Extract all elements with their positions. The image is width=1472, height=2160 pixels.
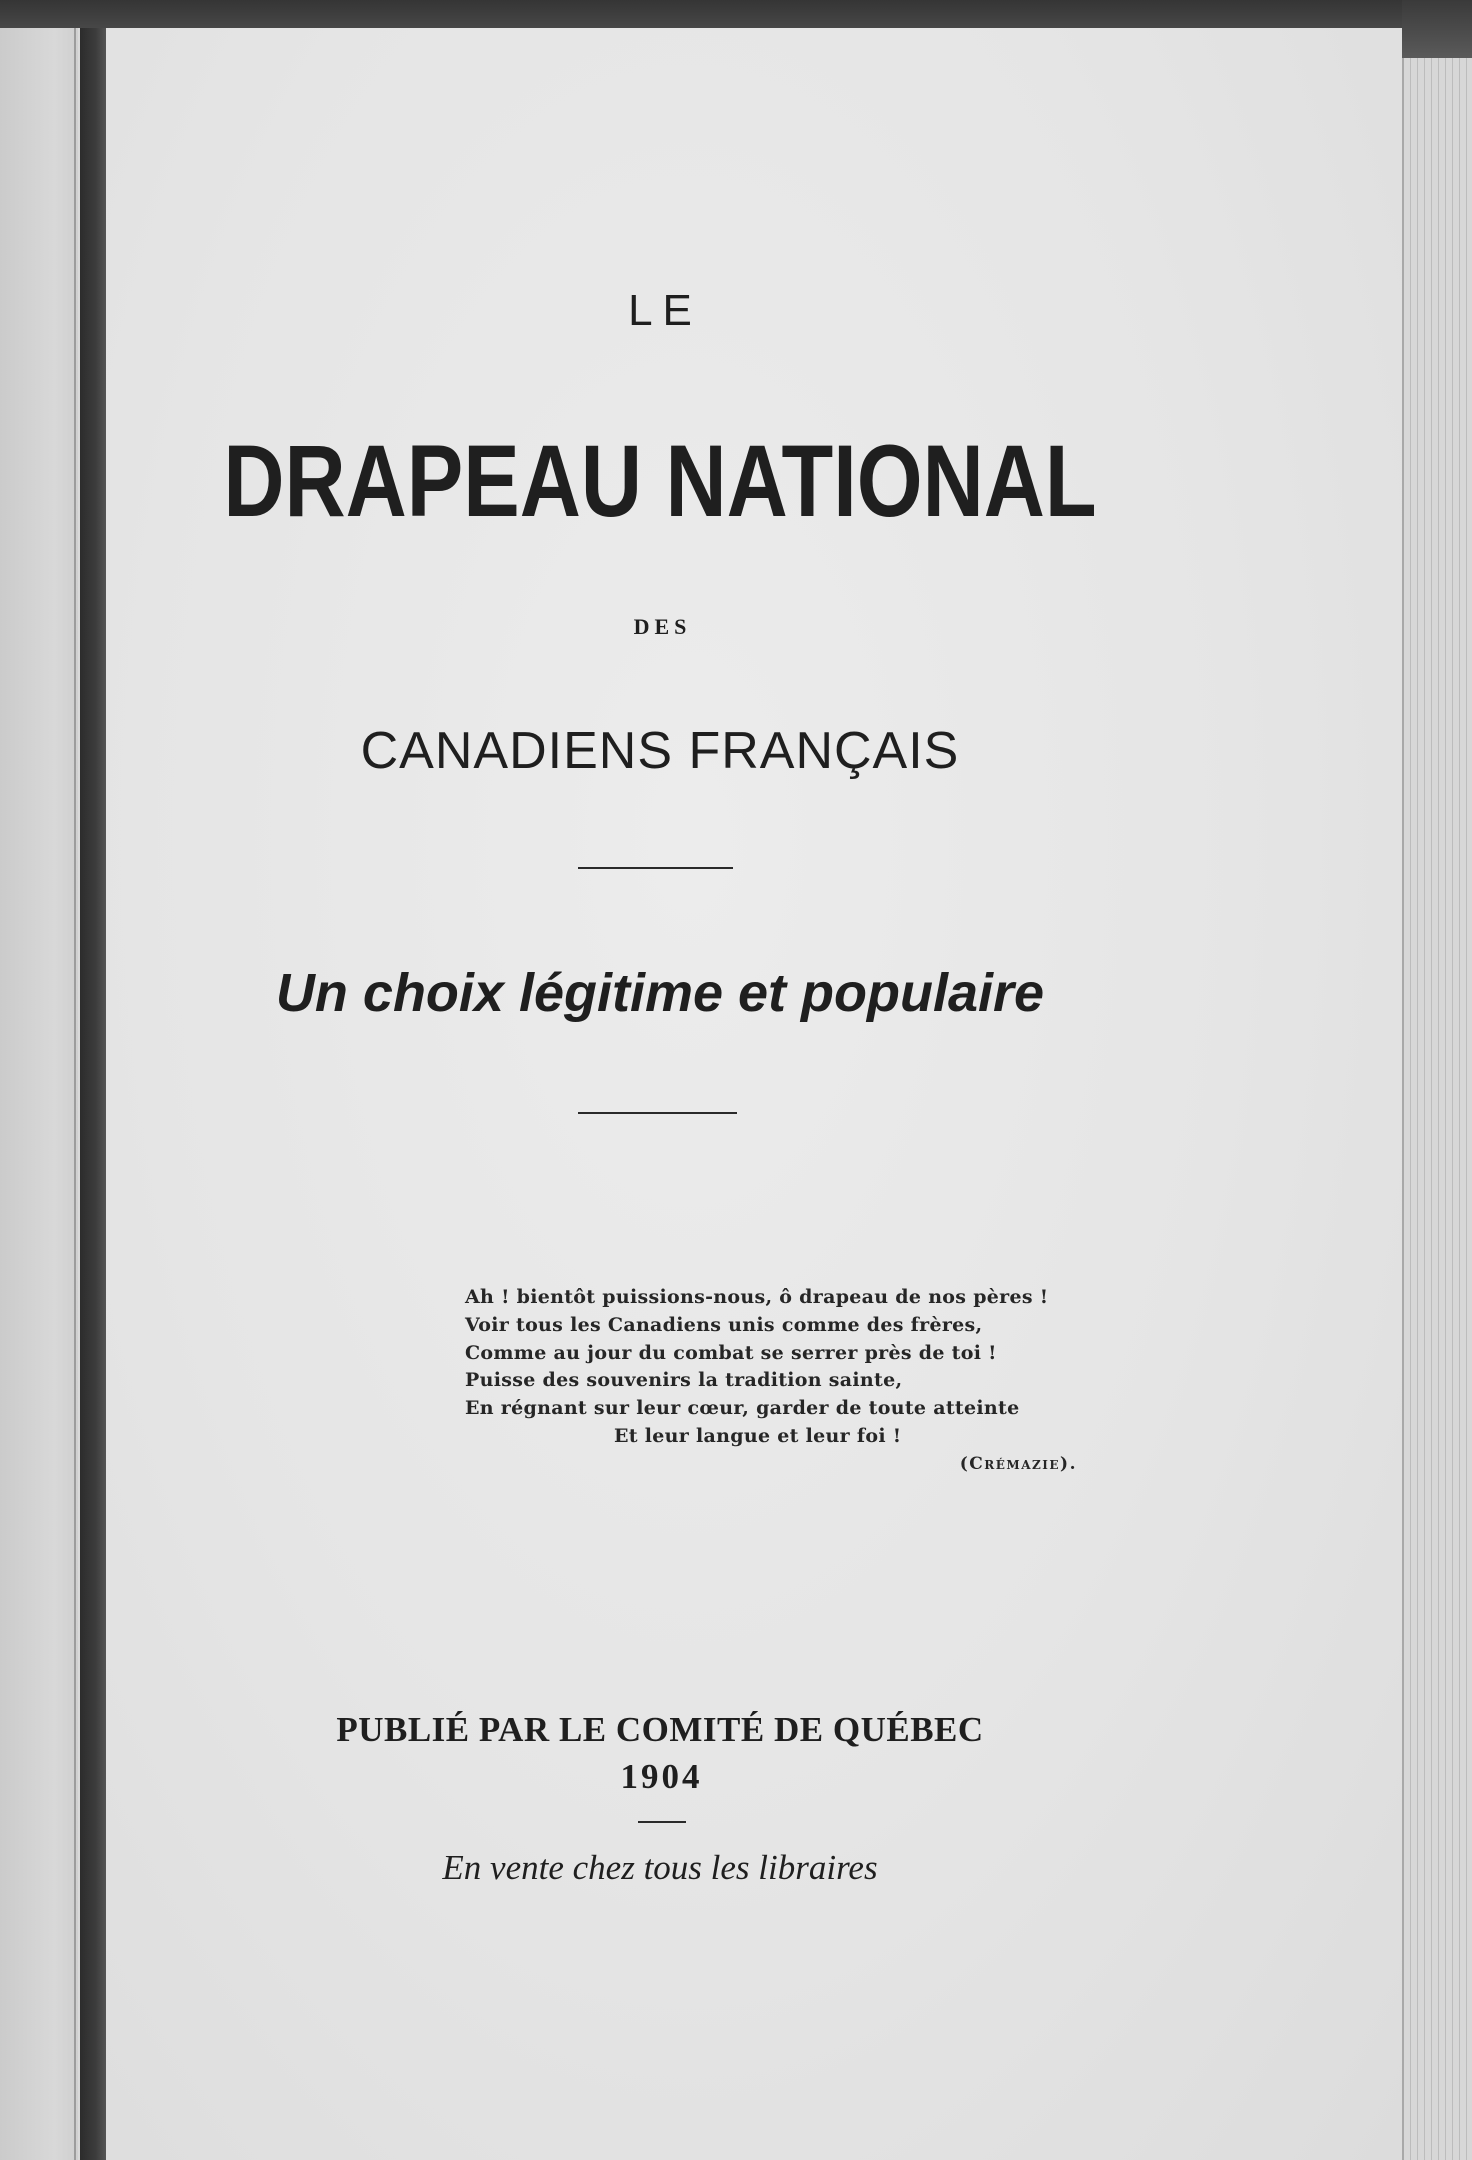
- ornamental-rule-bottom: [638, 1821, 686, 1823]
- publisher-line: PUBLIÉ PAR LE COMITÉ DE QUÉBEC: [336, 1710, 984, 1749]
- title-connector: DES: [633, 614, 692, 639]
- epigraph-line: Voir tous les Canadiens unis comme des frères,: [465, 1313, 983, 1336]
- page-edges-stack: [1402, 28, 1472, 2160]
- epigraph-poem: [465, 1284, 1077, 1479]
- publication-year: 1904: [620, 1757, 703, 1796]
- title-page: [106, 28, 1402, 2160]
- book-title: DRAPEAU NATIONAL: [223, 424, 1097, 538]
- book-spine-shadow: [80, 28, 106, 2160]
- previous-page-edge: [0, 28, 78, 2160]
- title-article: LE: [628, 286, 702, 335]
- epigraph-line: Puisse des souvenirs la tradition sainte,: [465, 1369, 903, 1392]
- previous-page-rule: [74, 28, 76, 2160]
- book-subtitle: CANADIENS FRANÇAIS: [360, 722, 960, 780]
- ornamental-rule-top: [578, 867, 733, 869]
- ornamental-rule-middle: [578, 1112, 737, 1114]
- sale-note: En vente chez tous les libraires: [442, 1848, 878, 1887]
- book-tagline: Un choix légitime et populaire: [275, 963, 1045, 1023]
- scan-corner-shadow: [1402, 0, 1472, 58]
- epigraph-line: Comme au jour du combat se serrer près de toi !: [465, 1341, 997, 1364]
- epigraph-line: Et leur langue et leur foi !: [614, 1424, 902, 1447]
- scan-top-border: [0, 0, 1472, 28]
- epigraph-attribution: (Crémazie).: [959, 1453, 1077, 1474]
- epigraph-line: Ah ! bientôt puissions-nous, ô drapeau de nos pères !: [465, 1286, 1049, 1308]
- epigraph-line: En régnant sur leur cœur, garder de toute atteinte: [465, 1397, 1020, 1420]
